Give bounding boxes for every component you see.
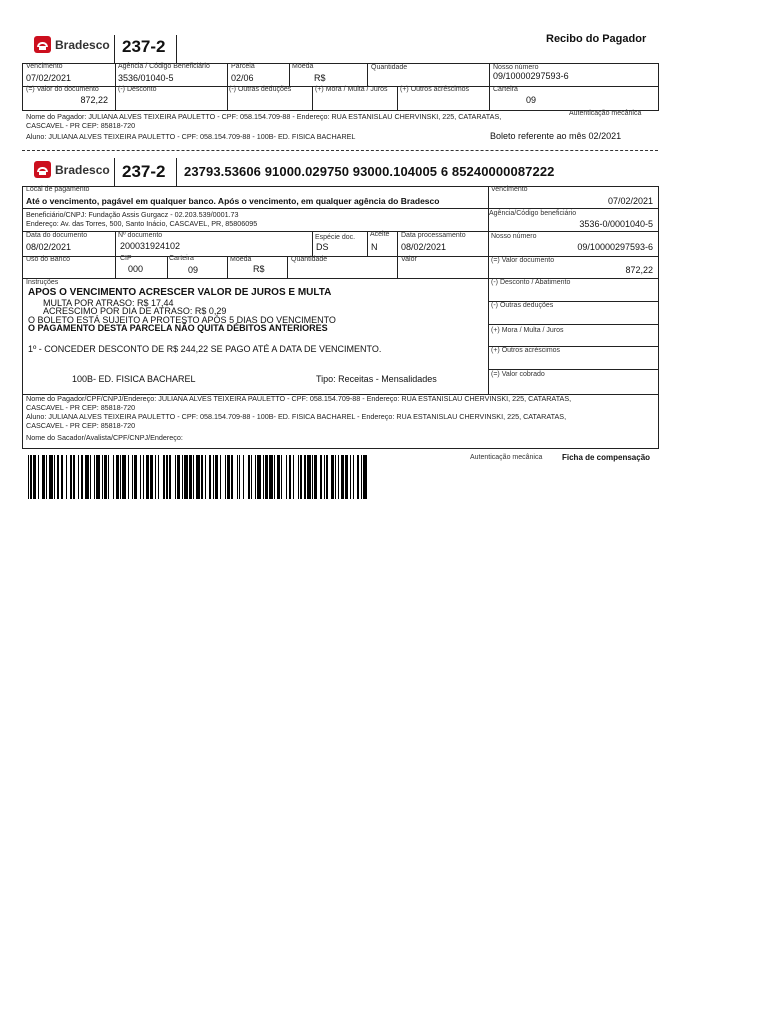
local-label: Local de pagamento [26, 186, 90, 193]
ficha-pagador-line1: Nome do Pagador/CPF/CNPJ/Endereço: JULIANA ALVES TEIXEIRA PAULETTO - CPF: 058.154.709-88 - Endereço: RUA ESTANISLAU CHERVINSKI, 225, CATARATAS, [26, 394, 572, 403]
especie-label: Espécie doc. [315, 234, 356, 241]
valor-doc: 872,22 [625, 265, 653, 275]
bradesco-logo-icon [34, 161, 51, 178]
data-doc: 08/02/2021 [26, 242, 72, 252]
cut-line [22, 150, 658, 151]
nosso-numero-label: Nosso número [491, 233, 537, 240]
recibo-quantidade-label: Quantidade [371, 64, 408, 71]
vencimento-label: Vencimento [491, 186, 528, 193]
vencimento: 07/02/2021 [607, 196, 653, 206]
carteira-label: Carteira [169, 255, 194, 262]
cip: 000 [128, 264, 144, 274]
bradesco-logo-icon [34, 36, 51, 53]
recibo-vencimento: 07/02/2021 [26, 73, 72, 83]
ficha-autenticacao: Autenticação mecânica [470, 454, 543, 461]
ficha-title: Ficha de compensação [562, 453, 651, 462]
recibo-autenticacao: Autenticação mecânica [569, 110, 642, 117]
recibo-parcela: 02/06 [231, 73, 254, 83]
quantidade-label: Quantidade [291, 256, 328, 263]
valor-cobrado-label: (=) Valor cobrado [491, 371, 545, 378]
recibo-carteira-label: Carteira [493, 86, 518, 93]
local-pagamento: Até o vencimento, pagável em qualquer banco. Após o vencimento, em qualquer agência do Bradesco [26, 196, 440, 206]
barcode-bar [367, 455, 369, 499]
recibo-title: Recibo do Pagador [546, 33, 647, 45]
cip-label: CIP [120, 255, 132, 262]
instr-title: APOS O VENCIMENTO ACRESCER VALOR DE JUROS E MULTA [28, 287, 332, 298]
linha-digitavel: 23793.53606 91000.029750 93000.104005 6 85240000087222 [184, 164, 555, 179]
instr-acrescimo: ACRESCIMO POR DIA DE ATRASO: R$ 0,29 [43, 306, 227, 316]
sacador-label: Nome do Sacador/Avalista/CPF/CNPJ/Endereço: [26, 433, 183, 442]
data-doc-label: Data do documento [26, 232, 88, 239]
bank-code-ficha: 237-2 [122, 162, 166, 181]
recibo-outros-acrescimos-label: (+) Outros acréscimos [400, 86, 470, 93]
bank-code: 237-2 [122, 37, 166, 56]
recibo-agencia-label: Agência / Código Beneficiário [118, 63, 210, 70]
aceite-label: Aceite [370, 231, 390, 238]
instrucoes-label: Instruções [26, 279, 59, 286]
recibo-valor-doc: 872,22 [80, 95, 108, 105]
aceite: N [371, 242, 378, 252]
recibo-pagador-line2: CASCAVEL - PR CEP: 85818-720 [26, 121, 136, 130]
instr-desconto: 1º - CONCEDER DESCONTO DE R$ 244,22 SE PAGO ATÉ A DATA DE VENCIMENTO. [28, 344, 382, 354]
recibo-vencimento-label: Vencimento [26, 63, 63, 70]
beneficiario: Beneficiário/CNPJ: Fundação Assis Gurgacz - 02.203.539/0001.73 [26, 210, 239, 219]
bradesco-logo [34, 36, 110, 53]
barcode [28, 455, 408, 499]
recibo-moeda: R$ [314, 73, 326, 83]
desconto-label: (-) Desconto / Abatimento [491, 279, 571, 286]
moeda: R$ [253, 264, 265, 274]
instr-parcela: O PAGAMENTO DESTA PARCELA NÃO QUITA DÉBITOS ANTERIORES [28, 323, 328, 333]
data-proc: 08/02/2021 [401, 242, 447, 252]
data-proc-label: Data processamento [401, 232, 466, 239]
recibo-agencia: 3536/01040-5 [118, 73, 174, 83]
instr-multa: MULTA POR ATRASO: R$ 17,44 [43, 298, 174, 308]
bank-name-ficha: Bradesco [55, 162, 110, 177]
instr-protesto: O BOLETO ESTÁ SUJEITO A PROTESTO APÓS 5 DIAS DO VENCIMENTO [28, 315, 336, 325]
agencia-label: Agência/Código beneficiário [489, 210, 577, 217]
num-doc-label: Nº documento [118, 232, 163, 239]
nosso-numero: 09/10000297593-6 [577, 242, 653, 252]
recibo-outras-deducoes-label: (-) Outras deduções [229, 86, 292, 93]
bradesco-logo-ficha [34, 161, 110, 178]
num-doc: 200031924102 [120, 241, 181, 251]
recibo-carteira: 09 [526, 95, 537, 105]
ficha-pagador-line2: CASCAVEL - PR CEP: 85818-720 [26, 403, 136, 412]
ficha-aluno-line2: CASCAVEL - PR CEP: 85818-720 [26, 421, 136, 430]
recibo-pagador-line1: Nome do Pagador: JULIANA ALVES TEIXEIRA PAULETTO - CPF: 058.154.709-88 - Endereço: RUA ESTANISLAU CHERVINSKI, 225, CATARATAS, [26, 112, 502, 121]
bank-name: Bradesco [55, 37, 110, 52]
recibo-boleto-ref: Boleto referente ao mês 02/2021 [490, 131, 622, 141]
recibo-aluno: Aluno: JULIANA ALVES TEIXEIRA PAULETTO - CPF: 058.154.709-88 - 100B- ED. FISICA BACHAREL [26, 132, 356, 141]
tipo: Tipo: Receitas - Mensalidades [316, 374, 437, 384]
valor-label: Valor [401, 256, 417, 263]
moeda-label: Moeda [230, 256, 252, 263]
mora-label: (+) Mora / Multa / Juros [491, 327, 564, 334]
recibo-moeda-label: Moeda [292, 63, 314, 70]
uso-banco-label: Uso do Banco [26, 256, 70, 263]
recibo-parcela-label: Parcela [231, 63, 255, 70]
outros-acrescimos-label: (+) Outros acréscimos [491, 347, 561, 354]
endereco-beneficiario: Endereço: Av. das Torres, 500, Santo Inácio, CASCAVEL, PR, 85806095 [26, 219, 258, 228]
curso: 100B- ED. FISICA BACHAREL [72, 374, 196, 384]
agencia: 3536-0/0001040-5 [579, 219, 653, 229]
outras-deducoes-label: (-) Outras deduções [491, 302, 554, 309]
recibo-nosso-numero-label: Nosso número [493, 64, 539, 71]
recibo-desconto-label: (-) Desconto [118, 86, 157, 93]
ficha-aluno-line1: Aluno: JULIANA ALVES TEIXEIRA PAULETTO - CPF: 058.154.709-88 - 100B- ED. FISICA BACHAREL - Endereço: RUA ESTANISLAU CHERVINSKI, 225, CATARATAS, [26, 412, 567, 421]
recibo-nosso-numero: 09/10000297593-6 [493, 71, 569, 81]
carteira: 09 [188, 265, 199, 275]
valor-doc-label: (=) Valor documento [491, 257, 555, 264]
especie: DS [316, 242, 329, 252]
recibo-mora-label: (+) Mora / Multa / Juros [315, 86, 388, 93]
recibo-valor-doc-label: (=) Valor do documento [26, 86, 99, 93]
